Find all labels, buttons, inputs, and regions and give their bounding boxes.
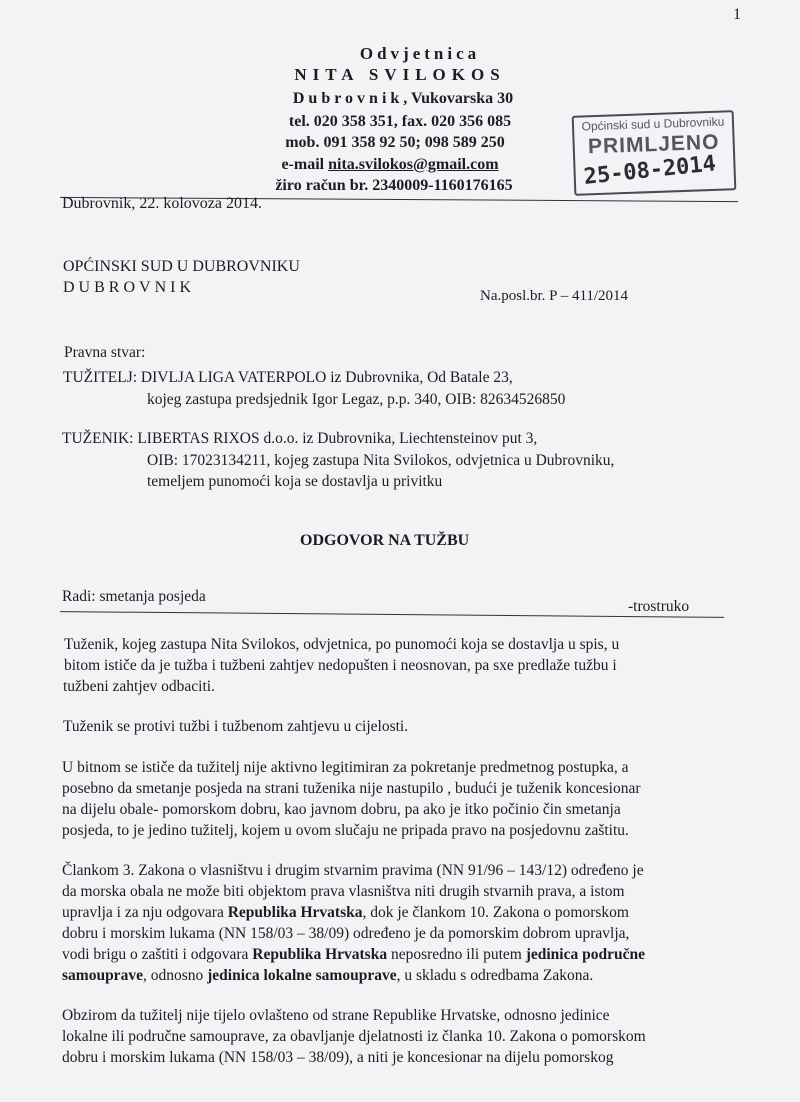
- letterhead-email-line: [250, 156, 530, 174]
- p4-line-3: [62, 904, 629, 922]
- p4-line-6-bold-2: jedinica lokalne samouprave: [207, 967, 397, 984]
- letterhead-mobile: mob. 091 358 92 50; 098 589 250: [285, 134, 505, 151]
- p1-line-3: tužbeni zahtjev odbaciti.: [63, 678, 215, 695]
- plaintiff-line-1: TUŽITELJ: DIVLJA LIGA VATERPOLO iz Dubrovnika, Od Batale 23,: [63, 369, 513, 386]
- p4-line-2: da morska obala ne može biti objektom prava vlasništva niti drugih stvarnih prava, a istom: [62, 883, 625, 900]
- p2-line-1: Tuženik se protivi tužbi i tužbenom zahtjevu u cijelosti.: [63, 718, 409, 735]
- stamp-received: PRIMLJENO: [587, 130, 720, 159]
- copies-note: -trostruko: [628, 598, 690, 615]
- p4-line-5-a: vodi brigu o zaštiti i odgovara: [62, 946, 253, 963]
- plaintiff-line-2: kojeg zastupa predsjednik Igor Legaz, p.p. 340, OIB: 82634526850: [147, 391, 566, 408]
- p4-line-3-c: , dok je člankom 10. Zakona o pomorskom: [362, 904, 629, 921]
- subject-line: Radi: smetanja posjeda: [62, 588, 206, 605]
- p3-line-2: posebno da smetanje posjeda na strani tuženika nije nastupilo , budući je tuženik koncesionar: [62, 780, 641, 797]
- subject-divider: [60, 611, 724, 618]
- letterhead-name: NITA SVILOKOS: [294, 65, 506, 84]
- defendant-line-1: TUŽENIK: LIBERTAS RIXOS d.o.o. iz Dubrovnika, Liechtensteinov put 3,: [62, 430, 538, 447]
- p5-line-2: lokalne ili područne samouprave, za obavljanje djelatnosti iz članka 10. Zakona o pomorskom: [62, 1028, 646, 1045]
- p4-line-6-bold-1: samouprave: [62, 967, 143, 984]
- p5-line-1: Obzirom da tužitelj nije tijelo ovlašteno od strane Republike Hrvatske, odnosno jedinice: [62, 1007, 610, 1024]
- p4-line-4: dobru i morskim lukama (NN 158/03 – 38/09) određeno je da pomorskim dobrom upravlja,: [62, 925, 630, 942]
- court-city: DUBROVNIK: [63, 279, 195, 296]
- letterhead-account: žiro račun br. 2340009-1160176165: [275, 177, 513, 194]
- p4-line-3-a: upravlja i za nju odgovara: [62, 904, 228, 921]
- stamp-court: Općinski sud u Dubrovniku: [581, 114, 725, 134]
- case-number: Na.posl.br. P – 411/2014: [480, 288, 629, 304]
- letterhead-city: Dubrovnik: [292, 90, 404, 107]
- p1-line-2: bitom ističe da je tužba i tužbeni zahtjev nedopušten i neosnovan, pa sxe predlaže tužbu i: [64, 657, 617, 674]
- p4-line-6-b: , odnosno: [142, 967, 208, 984]
- p4-line-5-bold-2: jedinica područne: [525, 946, 645, 963]
- p3-line-1: U bitnom se ističe da tužitelj nije aktivno legitimiran za pokretanje predmetnog postupka, a: [62, 759, 629, 776]
- p4-line-1: Člankom 3. Zakona o vlasništvu i drugim stvarnim pravima (NN 91/96 – 143/12) određeno je: [62, 862, 644, 879]
- defendant-line-3: temeljem punomoći koja se dostavlja u privitku: [147, 473, 443, 490]
- p1-line-1: Tuženik, kojeg zastupa Nita Svilokos, odvjetnica, po punomoći koja se dostavlja u spis, u: [64, 636, 620, 653]
- letterhead-email: nita.svilokos@gmail.com: [328, 156, 499, 173]
- court-name: OPĆINSKI SUD U DUBROVNIKU: [63, 258, 300, 275]
- p4-line-5-c: neposredno ili putem: [387, 946, 526, 963]
- stamp-date: 25-08-2014: [582, 151, 718, 191]
- p4-line-5-bold-1: Republika Hrvatska: [252, 946, 388, 963]
- p4-line-6: [62, 967, 593, 985]
- letterhead-address: [268, 90, 538, 108]
- date-line: Dubrovnik, 22. kolovoza 2014.: [62, 195, 262, 212]
- letterhead-phone-fax: tel. 020 358 351, fax. 020 356 085: [288, 113, 512, 130]
- received-stamp: [572, 110, 737, 196]
- p4-line-5: [62, 946, 645, 964]
- letterhead-street: , Vukovarska 30: [403, 90, 514, 107]
- defendant-line-2: OIB: 17023134211, kojeg zastupa Nita Svilokos, odvjetnica u Dubrovniku,: [147, 452, 615, 469]
- document-title: ODGOVOR NA TUŽBU: [300, 532, 470, 549]
- page-number: 1: [733, 6, 741, 23]
- letterhead-email-label: e-mail: [281, 156, 329, 173]
- p3-line-3: na dijelu obale- pomorskom dobru, kao javnom dobru, pa ako je itko počinio čin smetanja: [62, 801, 621, 818]
- letterhead-title: Odvjetnica: [359, 44, 481, 63]
- matter-label: Pravna stvar:: [64, 344, 146, 361]
- p3-line-4: posjeda, to je jedino tužitelj, kojem u ovom slučaju ne pripada pravo na posjedovnu zaštitu.: [62, 822, 629, 839]
- p4-line-3-bold: Republika Hrvatska: [227, 904, 363, 921]
- p5-line-3: dobru i morskim lukama (NN 158/03 – 38/09), a niti je koncesionar na dijelu pomorskog: [62, 1049, 614, 1066]
- p4-line-6-d: , u skladu s odredbama Zakona.: [396, 967, 594, 984]
